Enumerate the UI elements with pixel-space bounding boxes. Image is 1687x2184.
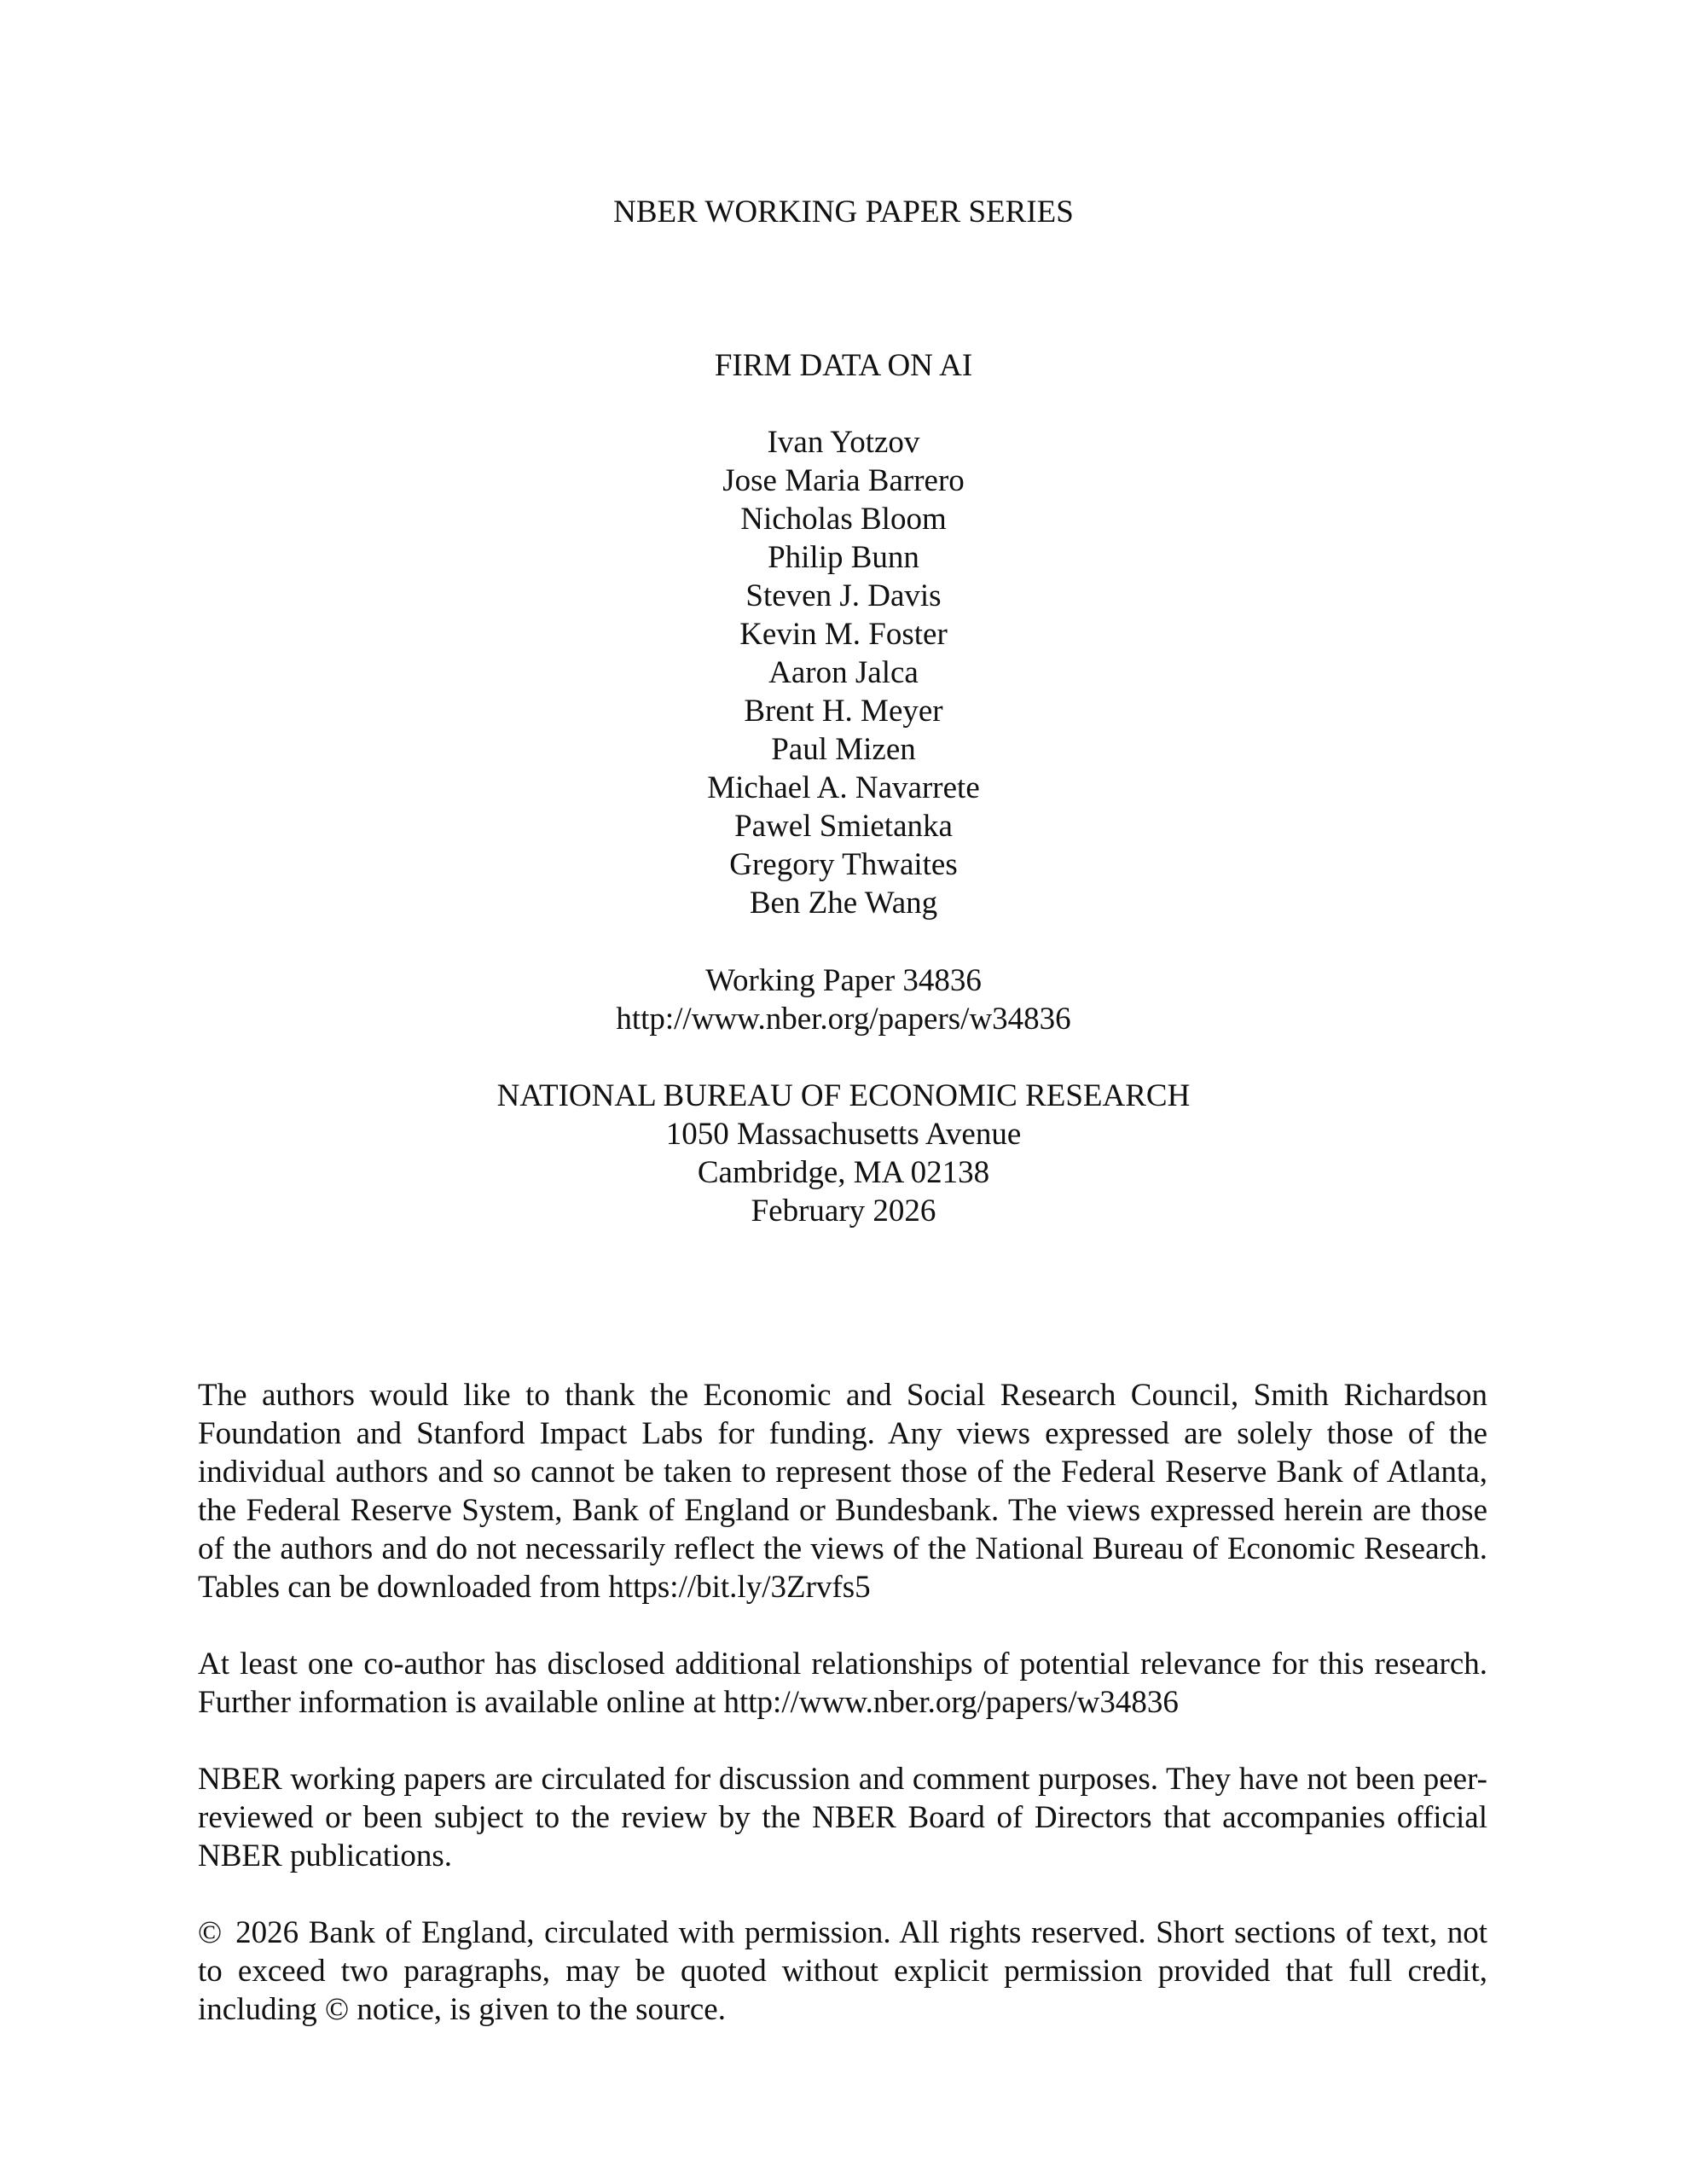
author-name: Paul Mizen: [771, 732, 916, 767]
author-name: Ivan Yotzov: [767, 425, 920, 460]
author-list: [0, 423, 1687, 922]
working-paper-url: http://www.nber.org/papers/w34836: [616, 1002, 1071, 1037]
author-name: Aaron Jalca: [768, 655, 919, 690]
copyright-text: 2026 Bank of England, circulated with permission. All rights reserved. Short sections of text, not to exceed two paragraphs, may be quoted without explicit permission provided that full credit, including © notice, is given to the source.: [198, 1915, 1487, 2027]
copyright-paragraph: [198, 1914, 1487, 2029]
publication-date: February 2026: [751, 1194, 936, 1228]
author-name: Pawel Smietanka: [734, 809, 953, 844]
publisher-city: Cambridge, MA 02138: [697, 1155, 990, 1190]
publisher-street: 1050 Massachusetts Avenue: [665, 1117, 1022, 1152]
disclosure-paragraph: At least one co-author has disclosed additional relationships of potential relevance for this research. Further information is available online at http://www.nber.org/papers/w34836: [198, 1647, 1487, 1720]
author-name: Nicholas Bloom: [740, 502, 947, 537]
working-paper-number: Working Paper 34836: [705, 963, 982, 998]
paper-title: FIRM DATA ON AI: [714, 348, 973, 383]
author-name: Jose Maria Barrero: [722, 463, 965, 498]
working-paper-info: [0, 961, 1687, 1038]
author-name: Steven J. Davis: [745, 578, 942, 613]
circulation-note-paragraph: NBER working papers are circulated for discussion and comment purposes. They have not been peer-reviewed or been subject to the review by the NBER Board of Directors that accompanies official NBER publications.: [198, 1762, 1487, 1873]
author-name: Gregory Thwaites: [729, 847, 958, 882]
author-name: Philip Bunn: [768, 540, 919, 575]
copyright-symbol: ©: [198, 1915, 223, 1950]
publisher-address: [0, 1077, 1687, 1230]
author-name: Ben Zhe Wang: [749, 886, 938, 921]
author-name: Kevin M. Foster: [739, 617, 948, 652]
author-name: Michael A. Navarrete: [707, 770, 980, 805]
acknowledgments-paragraph: The authors would like to thank the Economic and Social Research Council, Smith Richardson Foundation and Stanford Impact Labs for funding. Any views expressed are solely those of the individual authors and so cannot be taken to represent those of the Federal Reserve Bank of Atlanta, the Federal Reserve System, Bank of England or Bundesbank. The views expressed herein are those of the authors and do not necessarily reflect the views of the National Bureau of Economic Research. Tables can be downloaded from https://bit.ly/3Zrvfs5: [198, 1378, 1487, 1605]
series-heading: NBER WORKING PAPER SERIES: [613, 195, 1074, 229]
author-name: Brent H. Meyer: [744, 694, 943, 729]
publisher-name: NATIONAL BUREAU OF ECONOMIC RESEARCH: [496, 1078, 1191, 1113]
